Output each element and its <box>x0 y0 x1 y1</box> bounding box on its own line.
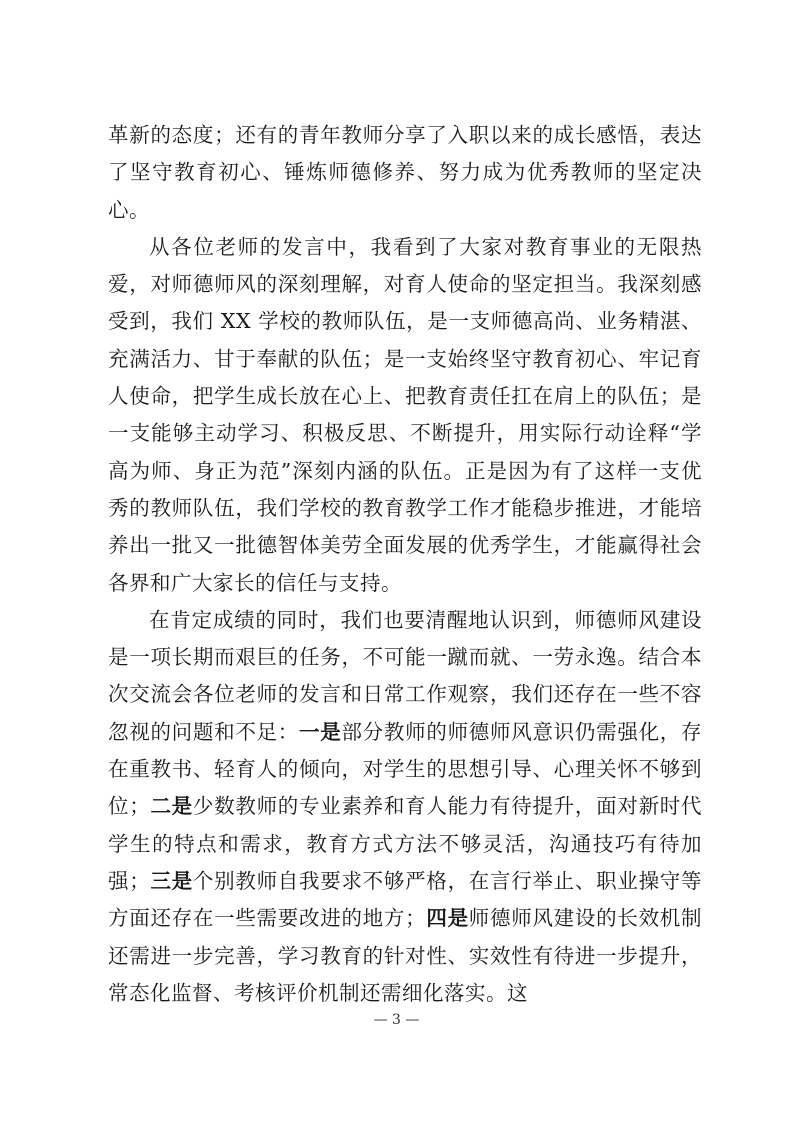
text-run: 在肯定成绩的同时，我们也要清醒地认识到，师德师风建设是一项长期而艰巨的任务，不可能一蹴而就、一劳永逸。结合本次交流会各位老师的发言和日常工作观察，我们还存在一些不容忽视的问题和不足： <box>108 607 702 744</box>
text-run: 从各位老师的发言中，我看到了大家对教育事业的无限热爱，对师德师风的深刻理解，对育人使命的坚定担当。我深刻感受到，我们 XX 学校的教师队伍，是一支师德高尚、业务精湛、充满活力、甘于奉献的队伍；是一支始终坚守教育初心、牢记育人使命，把学生成长放在心上、把教育责任扛在肩上的队伍；是一支能够主动学习、积极反思、不断提升，用实际行动诠释“学高为师、身正为范”深刻内涵的队伍。正是因为有了这样一支优秀的教师队伍，我们学校的教育教学工作才能稳步推进，才能培养出一批又一批德智体美劳全面发展的优秀学生，才能赢得社会各界和广大家长的信任与支持。 <box>108 234 702 595</box>
body-text <box>108 117 702 1012</box>
text-run: 少数教师的专业素养和育人能力有待提升，面对新时代学生的特点和需求，教育方式方法不够灵活，沟通技巧有待加强； <box>108 794 703 893</box>
paragraph-1 <box>108 117 702 229</box>
text-run: 师德师风建设的长效机制还需进一步完善，学习教育的针对性、实效性有待进一步提升，常态化监督、考核评价机制还需细化落实。这 <box>108 906 703 1005</box>
bold-marker-four: 四是 <box>426 906 469 931</box>
page-number: — 3 — <box>373 1012 420 1028</box>
paragraph-3 <box>108 602 702 1012</box>
bold-marker-three: 三是 <box>150 868 193 893</box>
bold-marker-one: 一是 <box>299 719 342 744</box>
bold-marker-two: 二是 <box>150 794 193 819</box>
paragraph-2 <box>108 229 702 602</box>
text-run: 部分教师的师德师风意识仍需强化，存在重教书、轻育人的倾向，对学生的思想引导、心理关怀不够到位； <box>108 719 703 819</box>
text-run: 革新的态度；还有的青年教师分享了入职以来的成长感悟，表达了坚守教育初心、锤炼师德修养、努力成为优秀教师的坚定决心。 <box>108 123 702 222</box>
text-run: 个别教师自我要求不够严格，在言行举止、职业操守等方面还存在一些需要改进的地方； <box>108 868 703 931</box>
